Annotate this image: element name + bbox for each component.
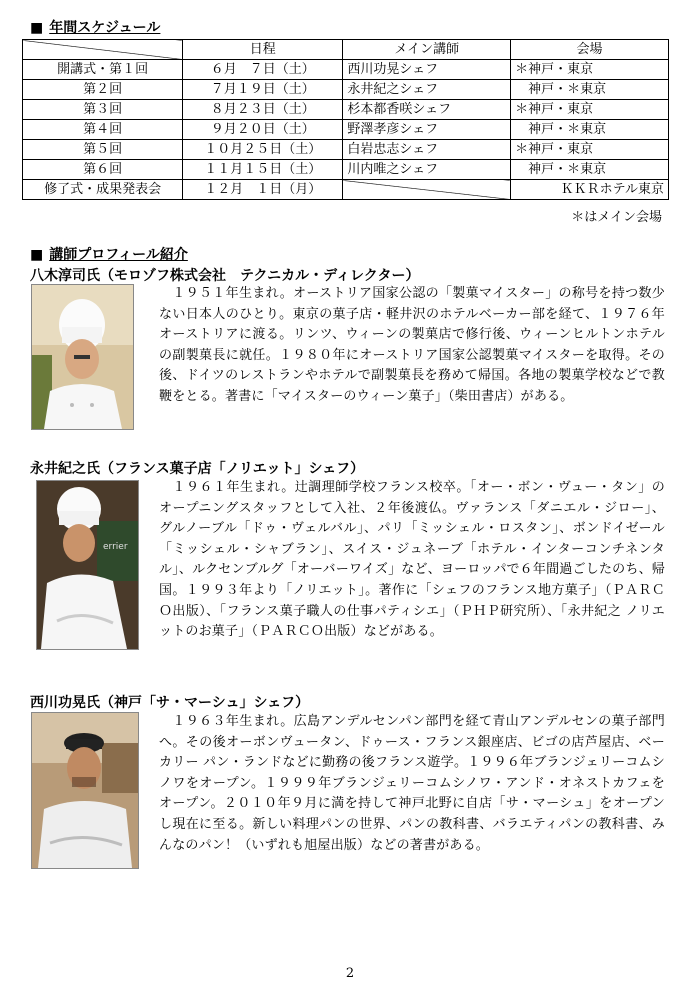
table-header-row	[23, 40, 669, 60]
table-row	[23, 180, 669, 200]
table-row	[23, 140, 669, 160]
date-cell: ７月１９日（土）	[183, 80, 343, 100]
instructor-cell: 野澤孝彦シェフ	[343, 120, 511, 140]
header-date: 日程	[183, 40, 343, 60]
date-cell: １０月２５日（土）	[183, 140, 343, 160]
venue-cell: ＊神戸・東京	[511, 60, 669, 80]
instructor-cell: 永井紀之シェフ	[343, 80, 511, 100]
date-cell: １２月 １日（月）	[183, 180, 343, 200]
schedule-heading-text: 年間スケジュール	[49, 20, 161, 36]
session-cell: 第６回	[23, 160, 183, 180]
chef-portrait-icon	[36, 480, 139, 650]
profile-bio: １９５１年生まれ。オーストリア国家公認の「製菓マイスター」の称号を持つ数少ない日本人のひとり。東京の菓子店・軽井沢のホテルベーカー部を経て、１９７６年オーストリアに渡る。リンツ、ウィーンの製菓店で修行後、ウィーンヒルトンホテルの副製菓長に就任。１９８０年にオーストリア国家公認製菓マイスターを取得。その後、ドイツのレストランやホテルで副製菓長を務めて帰国。各地の製菓学校などで教鞭をとる。著書に「マイスターのウィーン菓子」（柴田書店）がある。	[159, 286, 665, 404]
profiles-heading-text: 講師プロフィール紹介	[49, 247, 188, 263]
profile-bio: １９６１年生まれ。辻調理師学校フランス校卒。「オー・ボン・ヴュー・タン」のオープニングスタッフとして入社、２年後渡仏。ヴァランス「ダニエル・ジロー」、グルノーブル「ドゥ・ヴェルバル」、パリ「ミッシェル・ロスタン」、ボンドイゼール「ミッシェル・シャブラン」、スイス・ジュネーブ「ホテル・インターコンチネンタル」、ルクセンブルグ「オーバーワイズ」など、ヨーロッパで６年間過ごしたのち、帰国。１９９３年より「ノリエット」。著作に「シェフのフランス地方菓子」（ＰＡＲＣＯ出版）、「フランス菓子職人の仕事パティシエ」（ＰＨＰ研究所）、「永井紀之 ノリエットのお菓子」（ＰＡＲＣＯ出版）などがある。	[159, 480, 665, 640]
instructor-cell: 白岩忠志シェフ	[343, 140, 511, 160]
header-blank-cell	[23, 40, 183, 60]
date-cell: ８月２３日（土）	[183, 100, 343, 120]
square-bullet-icon: ■	[30, 20, 44, 36]
square-bullet-icon: ■	[30, 247, 44, 263]
session-cell: 第４回	[23, 120, 183, 140]
profile-name: 八木淳司氏（モロゾフ株式会社 テクニカル・ディレクター）	[30, 268, 420, 284]
page-number: 2	[345, 966, 355, 981]
session-cell: 開講式・第１回	[23, 60, 183, 80]
main-venue-note: ＊はメイン会場	[571, 210, 662, 225]
profiles-heading	[30, 244, 188, 264]
instructor-cell: 西川功晃シェフ	[343, 60, 511, 80]
instructor-cell: 川内唯之シェフ	[343, 160, 511, 180]
venue-cell: ＊神戸・東京	[511, 100, 669, 120]
date-cell: ９月２０日（土）	[183, 120, 343, 140]
session-cell: 第５回	[23, 140, 183, 160]
table-row	[23, 60, 669, 80]
chef-portrait-icon	[31, 284, 134, 430]
svg-text:errier: errier	[103, 542, 128, 552]
venue-cell: ＊神戸・東京	[511, 140, 669, 160]
session-cell: 修了式・成果発表会	[23, 180, 183, 200]
session-cell: 第３回	[23, 100, 183, 120]
header-venue: 会場	[511, 40, 669, 60]
baker-portrait-icon	[31, 712, 139, 869]
profile-name: 西川功晃氏（神戸「サ・マーシュ」シェフ）	[30, 695, 310, 711]
date-cell: １１月１５日（土）	[183, 160, 343, 180]
profile-bio: １９６３年生まれ。広島アンデルセンパン部門を経て青山アンデルセンの菓子部門へ。その後オーボンヴュータン、ドゥース・フランス銀座店、ビゴの店芦屋店、ベーカリー パン・ランドなどに勤務の後フランス遊学。１９９６年ブランジェリーコムシノワをオープン。１９９９年ブランジェリーコムシノワ・アンド・オネストカフェをオープン。２０１０年９月に満を持して神戸北野に自店「サ・マーシュ」をオープンし現在に至る。新しい料理パンの世界、パンの教科書、バラエティパンの教科書、みんなのパン！（いずれも旭屋出版）などの著書がある。	[159, 714, 665, 853]
venue-cell: 神戸・＊東京	[511, 120, 669, 140]
table-row	[23, 80, 669, 100]
table-row	[23, 120, 669, 140]
session-cell: 第２回	[23, 80, 183, 100]
venue-cell: 神戸・＊東京	[511, 80, 669, 100]
profile-name: 永井紀之氏（フランス菓子店「ノリエット」シェフ）	[30, 461, 365, 477]
schedule-heading	[30, 17, 160, 37]
date-cell: ６月 ７日（土）	[183, 60, 343, 80]
instructor-cell: 杉本都香咲シェフ	[343, 100, 511, 120]
schedule-table	[22, 39, 669, 200]
venue-cell: 神戸・＊東京	[511, 160, 669, 180]
table-row	[23, 100, 669, 120]
instructor-cell-empty	[343, 180, 511, 200]
header-instructor: メイン講師	[343, 40, 511, 60]
table-row	[23, 160, 669, 180]
venue-cell: ＫＫＲホテル東京	[511, 180, 669, 200]
